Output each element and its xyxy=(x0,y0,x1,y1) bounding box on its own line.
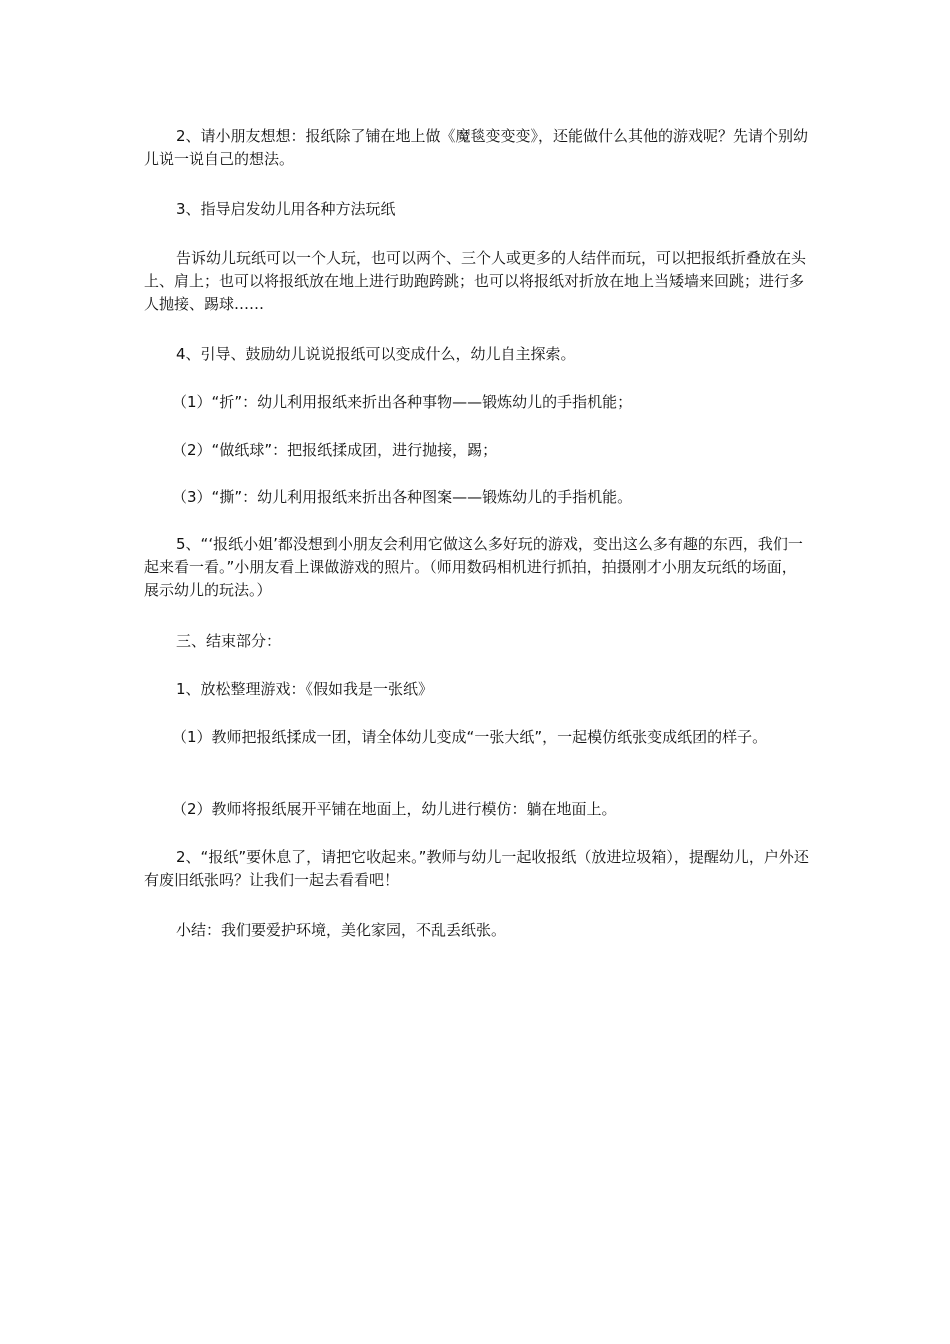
section-heading-ending: 三、结束部分： xyxy=(176,632,282,650)
paragraph-step-4-item-3: （3）“撕”：幼儿利用报纸来折出各种图案——锻炼幼儿的手指机能。 xyxy=(172,488,633,506)
paragraph-step-5: 5、“‘报纸小姐’都没想到小朋友会利用它做这么多好玩的游戏，变出这么多有趣的东西，我们一起来看一看。”小朋友看上课做游戏的照片。（师用数码相机进行抓拍，拍摄刚才小朋友玩纸的场面，展示幼儿的玩法。） xyxy=(144,535,803,599)
paragraph-step-4-item-2: （2）“做纸球”：把报纸揉成团，进行抛接，踢； xyxy=(172,441,498,459)
paragraph-step-3-body: 告诉幼儿玩纸可以一个人玩，也可以两个、三个人或更多的人结伴而玩，可以把报纸折叠放在头上、肩上；也可以将报纸放在地上进行助跑跨跳；也可以将报纸对折放在地上当矮墙来回跳；进行多人抛接、踢球…… xyxy=(144,249,807,313)
paragraph-step-2: 2、请小朋友想想：报纸除了铺在地上做《魔毯变变变》，还能做什么其他的游戏呢？先请个别幼儿说一说自己的想法。 xyxy=(144,127,809,168)
paragraph-ending-item-2: （2）教师将报纸展开平铺在地面上，幼儿进行模仿：躺在地面上。 xyxy=(172,800,617,818)
paragraph-summary: 小结：我们要爱护环境，美化家园，不乱丢纸张。 xyxy=(176,921,507,939)
paragraph-step-4-item-1: （1）“折”：幼儿利用报纸来折出各种事物——锻炼幼儿的手指机能； xyxy=(172,393,633,411)
paragraph-ending-step-2: 2、“报纸”要休息了，请把它收起来。”教师与幼儿一起收报纸（放进垃圾箱），提醒幼儿，户外还有废旧纸张吗？让我们一起去看看吧！ xyxy=(144,848,809,889)
paragraph-step-4: 4、引导、鼓励幼儿说说报纸可以变成什么，幼儿自主探索。 xyxy=(176,345,576,363)
paragraph-ending-item-1: （1）教师把报纸揉成一团，请全体幼儿变成“一张大纸”，一起模仿纸张变成纸团的样子。 xyxy=(172,728,768,746)
paragraph-step-3-heading: 3、指导启发幼儿用各种方法玩纸 xyxy=(176,200,396,218)
paragraph-ending-step-1: 1、放松整理游戏：《假如我是一张纸》 xyxy=(176,680,434,698)
